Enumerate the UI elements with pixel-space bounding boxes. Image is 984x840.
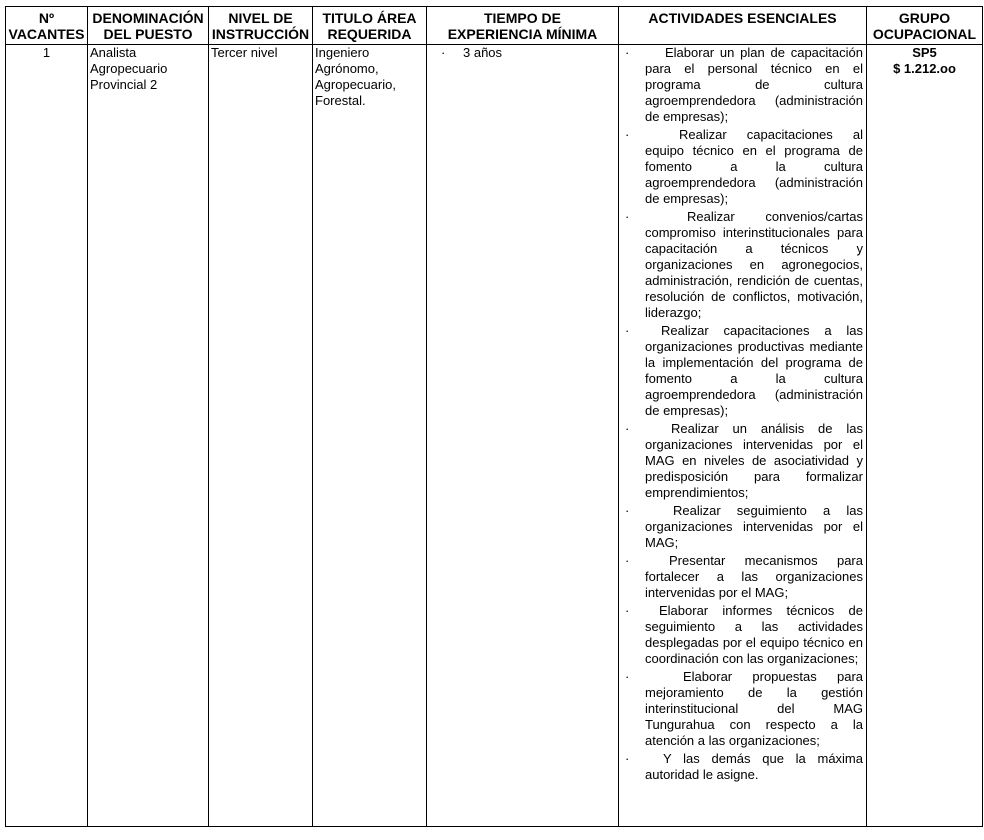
grupo-salary: $ 1.212.oo: [893, 61, 956, 76]
header-tiempo: TIEMPO DE EXPERIENCIA MÍNIMA: [427, 7, 619, 45]
bullet-icon: ·: [625, 421, 630, 436]
activity-text: Realizar capacitaciones a las organizaciones productivas mediante la implementación del programa de fomento a la cultura agroemprendedora (administración de empresas);: [645, 323, 863, 418]
cell-tiempo: [427, 45, 619, 827]
activities-list: [619, 45, 864, 783]
cell-denominacion: Analista Agropecuario Provincial 2: [88, 45, 209, 827]
bullet-icon: ·: [625, 751, 630, 766]
bullet-icon: ·: [625, 603, 630, 618]
header-row: [6, 7, 983, 45]
bullet-icon: ·: [625, 127, 630, 142]
activity-item: [619, 751, 864, 783]
header-actividades: ACTIVIDADES ESENCIALES: [619, 7, 867, 45]
activity-text: Realizar seguimiento a las organizaciones intervenidas por el MAG;: [645, 503, 863, 550]
bullet-icon: ·: [625, 553, 630, 568]
header-titulo: TITULO ÁREA REQUERIDA: [313, 7, 427, 45]
bullet-icon: ·: [625, 45, 630, 60]
activity-item: [619, 553, 864, 601]
bullet-icon: ·: [625, 209, 630, 224]
tiempo-value: 3 años: [463, 45, 503, 60]
cell-actividades: [619, 45, 867, 827]
activity-item: [619, 323, 864, 419]
table-row: [6, 45, 983, 827]
activity-text: Elaborar un plan de capacitación para el personal técnico en el programa de cultura agroemprendedora (administración de empresas);: [645, 45, 863, 124]
cell-titulo: Ingeniero Agrónomo, Agropecuario, Forestal.: [313, 45, 427, 827]
activity-item: [619, 669, 864, 749]
cell-grupo: [867, 45, 983, 827]
header-denominacion: DENOMINACIÓN DEL PUESTO: [88, 7, 209, 45]
bullet-icon: ·: [625, 669, 630, 684]
activity-item: [619, 503, 864, 551]
cell-nivel: Tercer nivel: [209, 45, 313, 827]
cell-vacantes: 1: [6, 45, 88, 827]
activity-text: Realizar un análisis de las organizaciones intervenidas por el MAG en niveles de asociatividad y predisposición para formalizar emprendimientos;: [645, 421, 863, 500]
header-vacantes: Nº VACANTES: [6, 7, 88, 45]
activity-text: Presentar mecanismos para fortalecer a las organizaciones intervenidas por el MAG;: [645, 553, 863, 600]
activity-item: [619, 127, 864, 207]
activity-text: Realizar capacitaciones al equipo técnico en el programa de fomento a la cultura agroemprendedora (administración de empresas);: [645, 127, 863, 206]
activity-item: [619, 603, 864, 667]
activity-item: [619, 421, 864, 501]
bullet-icon: ·: [441, 45, 446, 60]
header-nivel: NIVEL DE INSTRUCCIÓN: [209, 7, 313, 45]
vacancy-table: [5, 6, 983, 827]
activity-text: Y las demás que la máxima autoridad le asigne.: [645, 751, 863, 782]
activity-text: Realizar convenios/cartas compromiso interinstitucionales para capacitación a técnicos y organizaciones en agronegocios, administración, rendición de cuentas, resolución de conflictos, motivación, liderazgo;: [645, 209, 863, 320]
bullet-icon: ·: [625, 323, 630, 338]
activity-text: Elaborar propuestas para mejoramiento de la gestión interinstitucional del MAG Tungurahua con respecto a la atención a las organizaciones;: [645, 669, 863, 748]
activity-item: [619, 209, 864, 321]
bullet-icon: ·: [625, 503, 630, 518]
activity-item: [619, 45, 864, 125]
grupo-code: SP5: [912, 45, 937, 60]
header-grupo: GRUPO OCUPACIONAL: [867, 7, 983, 45]
activity-text: Elaborar informes técnicos de seguimiento a las actividades desplegadas por el equipo técnico en coordinación con las organizaciones;: [645, 603, 863, 666]
